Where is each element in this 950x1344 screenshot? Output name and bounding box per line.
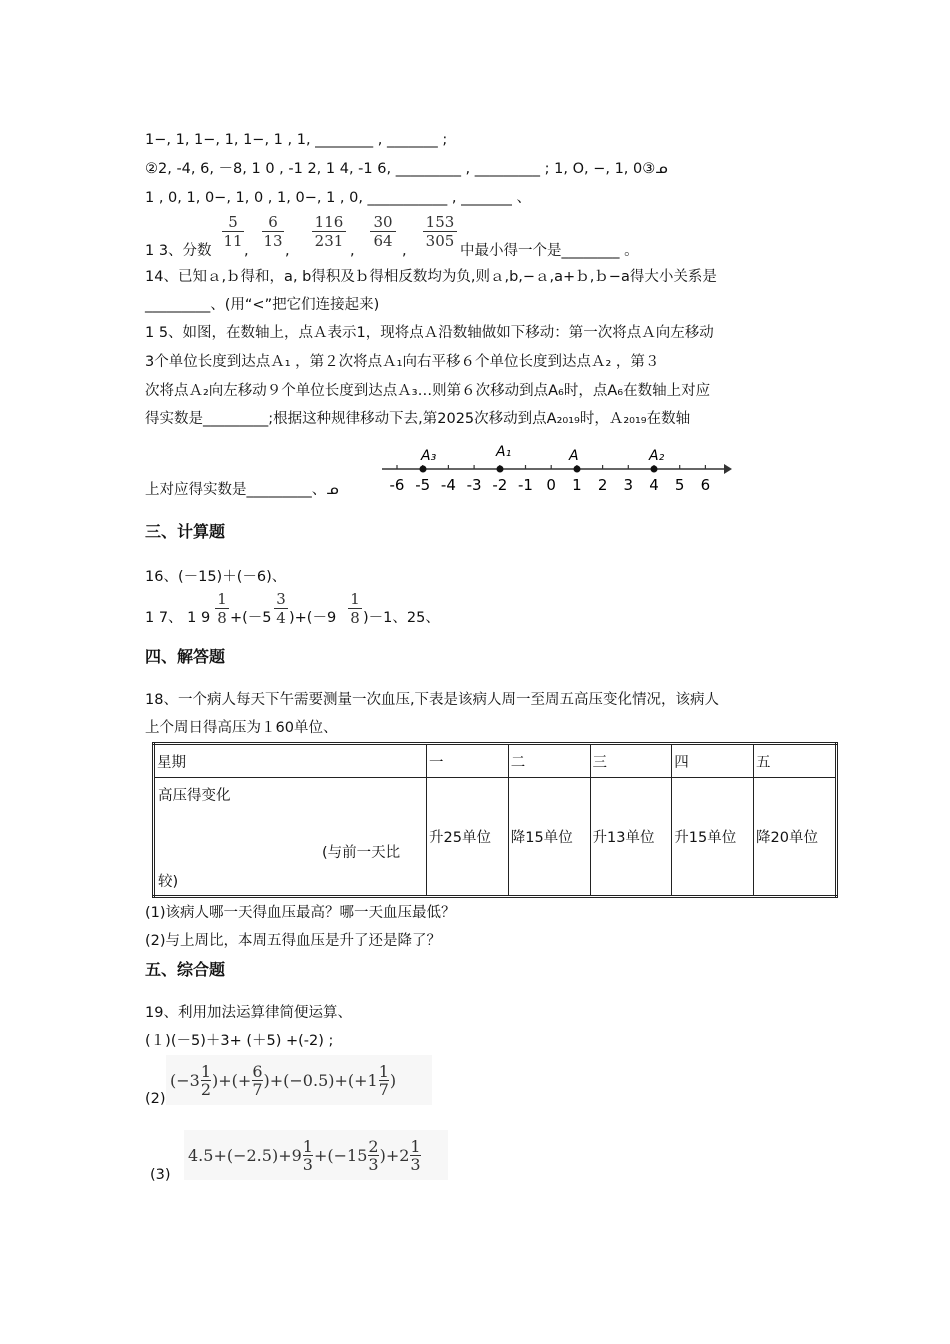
row-label-cell xyxy=(154,778,427,897)
expr3-fraction: 1 3 xyxy=(302,1136,313,1174)
question-13-comma-3: , xyxy=(350,243,355,259)
question-13-comma-4: , xyxy=(402,243,407,259)
expr3-part: 4.5+(−2.5)+9 xyxy=(188,1145,302,1165)
fraction-1-8-a: $\frac{1}{8}$ xyxy=(215,590,229,627)
number-line-tick-label: -1 xyxy=(518,476,533,494)
point-a3 xyxy=(420,466,427,473)
question-18-line-2: 上个周日得高压为１60单位、 xyxy=(145,720,338,736)
question-18-part-2: (2)与上周比，本周五得血压是升了还是降了？ xyxy=(145,933,442,949)
expr2-part: ) xyxy=(389,1070,397,1090)
value-cell: 升15单位 xyxy=(672,778,754,897)
number-line-tick-label: 3 xyxy=(623,476,634,494)
number-line-tick-label: -4 xyxy=(440,476,456,494)
label-a1: A₁ xyxy=(496,444,512,460)
expr3-part: +(−15 xyxy=(313,1145,368,1165)
fraction-30-64: $\frac{30}{64}$ xyxy=(370,213,396,250)
question-14-line-1: 14、已知ａ,ｂ得和，a, b得积及ｂ得相反数均为负,则ａ,b,−ａ,a+ｂ,ｂ−a得大小关系是 xyxy=(145,269,717,285)
expression-2 xyxy=(166,1055,432,1105)
sequence-line-2: ②2, -4, 6, －8, 1 0 , -1 2, 1 4, -1 6, _________ , _________ ; 1, O, −, 1, 0③ᓄ xyxy=(145,161,668,177)
expr3-part: )+2 xyxy=(379,1145,410,1165)
point-a xyxy=(574,466,581,473)
fraction-5-11: $\frac{5}{11}$ xyxy=(223,213,243,250)
fraction-153-305: $\frac{153}{305}$ xyxy=(423,213,457,250)
header-cell: 三 xyxy=(590,744,672,778)
number-line-tick-label: -2 xyxy=(492,476,508,494)
value-cell: 降20单位 xyxy=(754,778,837,897)
point-a1 xyxy=(497,466,504,473)
question-19-part-3-label: (3) xyxy=(150,1167,171,1183)
expr2-part: (−3 xyxy=(170,1070,200,1090)
number-line-tick-label: 5 xyxy=(674,476,685,494)
expression-3 xyxy=(184,1130,448,1180)
value-cell: 升25单位 xyxy=(427,778,509,897)
header-cell: 二 xyxy=(508,744,590,778)
header-cell: 五 xyxy=(754,744,837,778)
question-13-comma-1: , xyxy=(244,243,249,259)
header-cell: 一 xyxy=(427,744,509,778)
question-15-line-3: 次将点Ａ₂向左移动９个单位长度到达点Ａ₃…则第６次移动到点A₆时，点A₆在数轴上对应 xyxy=(145,383,711,399)
question-15-line-1: 1 5、如图，在数轴上，点Ａ表示1，现将点Ａ沿数轴做如下移动：第一次将点Ａ向左移动 xyxy=(145,325,714,341)
question-17-mid-2: )+(－9 xyxy=(289,610,337,626)
question-16: 16、(－15)＋(－6)、 xyxy=(145,569,287,585)
number-line xyxy=(378,440,732,496)
question-13-suffix: 中最小得一个是________ 。 xyxy=(460,243,639,259)
question-19: 19、利用加法运算律简便运算、 xyxy=(145,1005,352,1021)
expr3-fraction: 1 3 xyxy=(410,1136,421,1174)
fraction-1-8-b: $\frac{1}{8}$ xyxy=(348,590,362,627)
value-cell: 升13单位 xyxy=(590,778,672,897)
expr2-fraction: $\frac{6}{7}$ xyxy=(252,1061,263,1099)
number-line-arrow xyxy=(724,464,732,474)
question-15-line-2: 3个单位长度到达点Ａ₁ ，第２次将点Ａ₁向右平移６个单位长度到达点Ａ₂ ，第３ xyxy=(145,354,660,370)
expr2-fraction: 1 2 xyxy=(200,1061,212,1099)
label-a2: A₂ xyxy=(649,448,665,464)
expr2-part: )+(+ xyxy=(212,1070,252,1090)
number-line-tick-label: 0 xyxy=(546,476,556,494)
sequence-line-1: 1−, 1, 1−, 1, 1−, 1 , 1, ________ , _______ ; xyxy=(145,132,448,148)
fraction-3-4: $\frac{3}{4}$ xyxy=(274,590,288,627)
section-5-heading: 五、综合题 xyxy=(145,960,226,979)
header-cell: 星期 xyxy=(154,744,427,778)
number-line-tick-label: 6 xyxy=(700,476,711,494)
label-a3: A₃ xyxy=(421,448,437,464)
label-a: A xyxy=(569,448,579,464)
question-17-mid-1: +(－5 xyxy=(230,610,272,626)
question-15-line-4: 得实数是_________;根据这种规律移动下去,第2025次移动到点A₂₀₁₉时，Ａ₂₀₁₉在数轴 xyxy=(145,411,691,427)
table-header-row xyxy=(154,744,837,778)
question-18-part-1: (1)该病人哪一天得血压最高？哪一天血压最低？ xyxy=(145,905,456,921)
section-4-heading: 四、解答题 xyxy=(145,647,226,666)
fraction-6-13: $\frac{6}{13}$ xyxy=(263,213,283,250)
row-label-bottom: 较) xyxy=(158,874,179,890)
table-row xyxy=(154,778,837,897)
number-line-tick-label: 4 xyxy=(649,476,659,494)
fraction-116-231: $\frac{116}{231}$ xyxy=(312,213,346,250)
value-cell: 降15单位 xyxy=(508,778,590,897)
question-19-part-1: (１)(－5)＋3+ (＋5) +(-2) ; xyxy=(145,1033,334,1049)
number-line-tick-label: 2 xyxy=(597,476,608,494)
question-17-prefix: 1 7、 1 9 xyxy=(145,610,211,626)
header-cell: 四 xyxy=(672,744,754,778)
question-13-prefix: 1 3、分数 xyxy=(145,243,212,259)
question-18-line-1: 18、一个病人每天下午需要测量一次血压,下表是该病人周一至周五高压变化情况，该病人 xyxy=(145,692,720,708)
row-label-top: 高压得变化 xyxy=(158,788,231,804)
question-13-comma-2: , xyxy=(285,243,290,259)
question-15-line-5: 上对应得实数是_________、ᓄ xyxy=(145,482,339,498)
section-3-heading: 三、计算题 xyxy=(145,522,226,541)
number-line-tick-label: 1 xyxy=(572,476,582,494)
point-a2 xyxy=(651,466,658,473)
question-14-line-2: _________、(用“<”把它们连接起来) xyxy=(145,297,380,313)
number-line-tick-label: -3 xyxy=(466,476,482,494)
sequence-line-3: 1 , 0, 1, 0−, 1, 0 , 1, 0−, 1 , 0, ___________ , _______ 、 xyxy=(145,190,531,206)
number-line-tick-label: -5 xyxy=(415,476,431,494)
blood-pressure-table xyxy=(152,742,838,898)
row-label-mid: (与前一天比 xyxy=(322,845,401,861)
number-line-tick-label: -6 xyxy=(389,476,405,494)
expr2-fraction: 1 7 xyxy=(378,1061,389,1099)
question-19-part-2-label: (2) xyxy=(145,1091,166,1107)
expr3-fraction: 2 3 xyxy=(368,1136,379,1174)
question-17-end: )－1、25、 xyxy=(363,610,440,626)
expr2-part: )+(−0.5)+(+1 xyxy=(263,1070,378,1090)
